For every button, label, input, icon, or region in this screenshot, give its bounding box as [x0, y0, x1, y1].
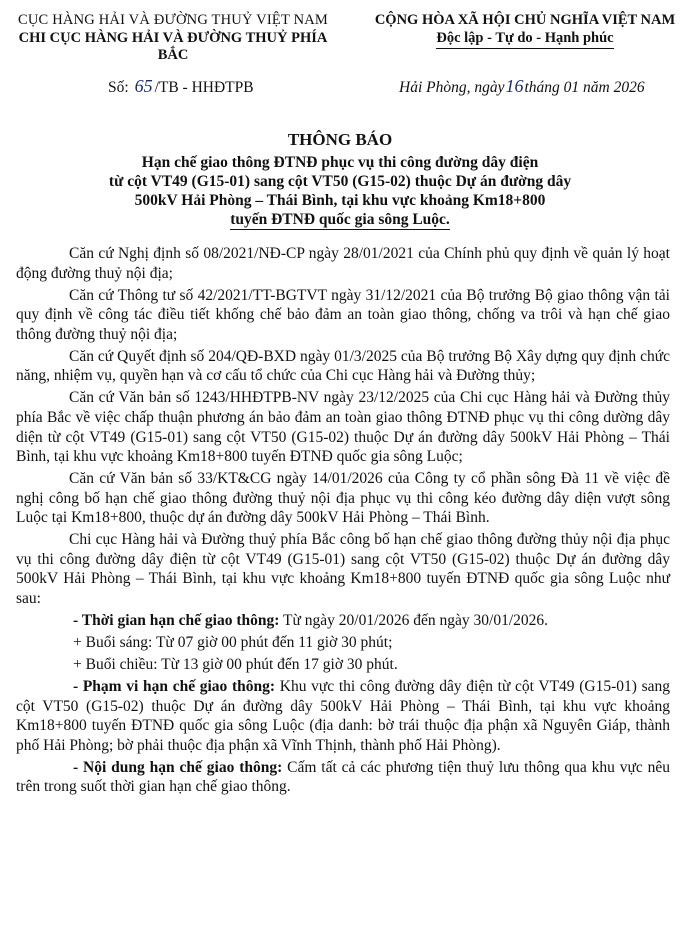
title-line: Hạn chế giao thông ĐTNĐ phục vụ thi công đường dây điện	[141, 154, 539, 171]
national-title: CỘNG HÒA XÃ HỘI CHỦ NGHĨA VIỆT NAM	[374, 12, 676, 28]
restriction-content	[16, 758, 670, 797]
restriction-time-text: Từ ngày 20/01/2026 đến ngày 30/01/2026.	[283, 612, 548, 630]
restriction-time-label: - Thời gian hạn chế giao thông:	[73, 612, 280, 630]
restriction-content-text: Cấm tất cả các phương tiện thuỷ lưu thông qua khu vực nêu trên trong suốt thời gian hạn chế giao thông.	[16, 758, 670, 796]
document-title	[60, 130, 620, 230]
afternoon-schedule: + Buổi chiều: Từ 13 giờ 00 phút đến 17 giờ 30 phút.	[73, 656, 398, 673]
title-line: tuyến ĐTNĐ quốc gia sông Luộc.	[230, 211, 450, 228]
restriction-scope	[16, 677, 670, 755]
restriction-scope-text: Khu vực thi công đường dây điện từ cột VT49 (G15-01) sang cột VT50 (G15-02) thuộc Dự án đường dây 500kV Hải Phòng – Thái Bình, tại khu vực khoảng Km18+800 tuyến ĐTNĐ quốc gia sông Luộc (địa danh: bờ trái thuộc địa phận xã Nguyên Giáp, thành phố Hải Phòng; bờ phải thuộc địa phận xã Vĩnh Thịnh, thành phố Hải Phòng).	[16, 677, 670, 754]
restriction-scope-label: - Phạm vi hạn chế giao thông:	[73, 677, 276, 695]
legal-basis: Căn cứ Quyết định số 204/QĐ-BXD ngày 01/3/2025 của Bộ trưởng Bộ Xây dựng quy định chức năng, nhiệm vụ, quyền hạn và cơ cấu tổ chức của Chi cục Hàng hải và Đường thủy;	[16, 347, 670, 385]
place-date-prefix: Hải Phòng, ngày	[399, 79, 505, 96]
document-number-prefix: Số:	[108, 79, 129, 96]
legal-basis: Căn cứ Văn bản số 1243/HHĐTPB-NV ngày 23/12/2025 của Chi cục Hàng hải và Đường thủy phía Bắc về việc chấp thuận phương án bảo đảm an toàn giao thông ĐTNĐ phục vụ thi công dường dây diện từ cột VT49 (G15-01) sang cột VT50 (G15-02) thuộc Dự án đường dây 500kV Hải Phòng – Thái Bình, tại khu vực khoảng Km18+800 tuyến ĐTNĐ quốc gia sông Luộc;	[16, 389, 670, 466]
legal-basis: Căn cứ Nghị định số 08/2021/NĐ-CP ngày 28/01/2021 của Chính phủ quy định về quản lý hoạt động đường thuỷ nội địa;	[16, 245, 670, 282]
announcement-paragraph: Chi cục Hàng hải và Đường thuỷ phía Bắc công bố hạn chế giao thông đường thủy nội địa phục vụ thi công đường dây điện từ cột VT49 (G15-01) sang cột VT50 (G15-02) thuộc Dự án đường dây 500kV Hải Phòng – Thái Bình, tại khu vực khoảng Km18+800 tuyến ĐTNĐ quốc gia sông Luộc như sau:	[16, 531, 670, 608]
restriction-content-label: - Nội dung hạn chế giao thông:	[73, 758, 283, 776]
legal-basis: Căn cứ Văn bản số 33/KT&CG ngày 14/01/2026 của Công ty cổ phần sông Đà 11 về việc đề nghị công bố hạn chế giao thông đường thuỷ nội địa phục vụ thi công kéo đường dây diện vượt sông Luộc tại Km18+800, thuộc dự án đường dây 500kV Hải Phòng – Thái Bình.	[16, 470, 670, 527]
document-number-value: 65	[134, 76, 153, 96]
restriction-time	[16, 611, 670, 631]
issuing-agency: CHI CỤC HÀNG HẢI VÀ ĐƯỜNG THUỶ PHÍA BẮC	[18, 30, 328, 63]
national-header-block	[372, 12, 678, 49]
place-date-suffix: tháng 01 năm 2026	[524, 79, 645, 96]
place-date-day: 16	[505, 76, 524, 96]
document-number-suffix: /TB - HHĐTPB	[154, 79, 254, 96]
national-motto: Độc lập - Tự do - Hạnh phúc	[436, 30, 613, 49]
morning-schedule: + Buổi sáng: Từ 07 giờ 00 phút đến 11 giờ 30 phút;	[73, 634, 393, 652]
document-number	[108, 76, 254, 97]
parent-agency: CỤC HÀNG HẢI VÀ ĐƯỜNG THUỶ VIỆT NAM	[18, 12, 328, 28]
document-type: THÔNG BÁO	[287, 130, 393, 149]
place-date	[399, 76, 645, 97]
title-line: 500kV Hải Phòng – Thái Bình, tại khu vực khoảng Km18+800	[134, 192, 546, 209]
document-body	[16, 244, 670, 797]
issuing-agency-block	[8, 12, 338, 64]
title-line: từ cột VT49 (G15-01) sang cột VT50 (G15-02) thuộc Dự án đường dây	[108, 173, 572, 190]
legal-basis: Căn cứ Thông tư số 42/2021/TT-BGTVT ngày 31/12/2021 của Bộ trưởng Bộ giao thông vận tải quy định về công tác điều tiết khống chế bảo đảm an toàn giao thông, chống va trôi và hạn chế giao thông đường thuỷ nội địa;	[16, 286, 670, 343]
